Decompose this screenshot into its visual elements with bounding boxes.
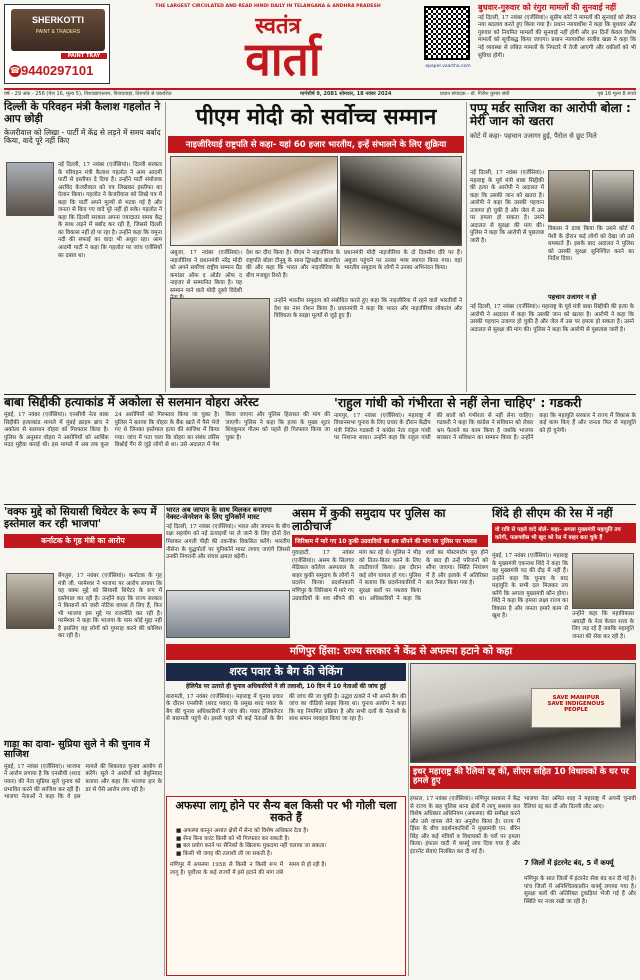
shinde-side-text: उन्होंने कहा कि महाविकास अघाड़ी के नेता केवल सत्ता के लिए लड़ रहे हैं जबकि महायुति जनता की सेवा कर रही है।	[572, 611, 634, 640]
body-text: मणिपुर में अफस्पा 1958 से किसी न किसी रूप में लागू है। पूर्वोत्तर के कई राज्यों में इसे हटाने की मांग लंबे समय से हो रही है।	[170, 862, 327, 876]
page-count: पृष्ठ 16 मूल्य 8 रुपये	[597, 91, 636, 97]
bullet-text: बल प्रयोग करने पर सैनिकों के खिलाफ मुकदमा नहीं चलाया जा सकता।	[183, 843, 327, 850]
ad-phone: 9440297101	[21, 63, 94, 78]
subhead: केजरीवाल को लिखा - पार्टी में केंद्र से लड़ने में समय बर्बाद किया, वादे पूरे नहीं किए	[4, 128, 161, 146]
body-text: मुंबई, 17 नवंबर (एजेंसियां)। एनसीपी नेता बाबा सिद्दीकी हत्याकांड मामले में मुंबई क्राइम ब्रांच ने अकोला से सलमान वोहरा को गिरफ्तार किया है। पुलिस के अनुसार वोहरा ने आरोपियों को आर्थिक मदद मुहैया कराई थी। इस मामले में अब तक कुल 24 आरोपियों को गिरफ्तार किया जा चुका है। पुलिस ने बताया कि वोहरा के बैंक खाते में पैसे भेजे गए थे जिनका इस्तेमाल हत्या की साजिश में किया गया। जांच में पता चला कि वोहरा का संबंध लॉरेंस बिश्नोई गैंग से जुड़े लोगों से था। उसे अदालत में पेश किया जाएगा और पुलिस हिरासत की मांग की जाएगी। पुलिस ने कहा कि हत्या के मुख्य शूटर शिवकुमार गौतम को पहले ही गिरफ्तार किया जा चुका है।	[4, 412, 330, 449]
phone-icon: ☎	[10, 66, 20, 75]
subhead: जिरिबाम में मारे गए 10 कुकी उग्रवादियों का शव सौंपने की मांग पर पुलिस पर पथराव	[292, 535, 488, 547]
waqf-band: कर्नाटक के गृह मंत्री का आरोप	[4, 534, 162, 548]
assam-story	[292, 507, 488, 641]
caption: पहचान उजागर न हो	[548, 293, 597, 301]
lead-body-4: उन्होंने भारतीय समुदाय को संबोधित करते हुए कहा कि नाइजीरिया में रहने वाले भारतीयों ने देश का नाम रोशन किया है। प्रधानमंत्री ने कहा कि भारत और नाइजीरिया लोकतंत्र और विविधता के साझा मूल्यों से जुड़े हुए हैं।	[274, 298, 462, 320]
column-rule	[408, 663, 409, 976]
headline: भारत अब जापान के साथ मिलकर बनाएगा नेक्स्ट-जेनरेशन के लिए युनिकॉर्न मास्ट	[166, 506, 272, 522]
headline: बुधवार-गुरुवार को रंगुरा मामलों की सुनवाई नहीं	[478, 3, 617, 12]
body-text: मुंबई, 17 नवंबर (एजेंसियां)। महाराष्ट्र के मुख्यमंत्री एकनाथ शिंदे ने कहा कि वह मुख्यमंत्री पद की दौड़ में नहीं हैं। उन्होंने कहा कि चुनाव के बाद महायुति के सभी दल मिलकर तय करेंगे कि अगला मुख्यमंत्री कौन होगा। शिंदे ने कहा कि हमारा लक्ष्य राज्य का विकास है और जनता हमारे काम से खुश है।	[492, 553, 568, 620]
body-text-2: नई दिल्ली, 17 नवंबर (एजेंसियां)। महाराष्ट्र के पूर्व मंत्री बाबा सिद्दीकी की हत्या के आरोपी ने अदालत में कहा कि उसकी जान को खतरा है। आरोपी ने कहा कि उसकी पहचान उजागर हो चुकी है और जेल में उस पर हमला हो सकता है। उसने अदालत से सुरक्षा की मांग की। पुलिस ने कहा कि आरोपी से पूछताछ जारी है।	[470, 304, 634, 333]
sub-text: भाजपा नेता अमित शाह ने महाराष्ट्र में अपनी चुनावी रैलियां रद्द कर दीं और दिल्ली लौट आए।	[524, 796, 636, 810]
headline: इधर महाराष्ट्र की रैलियां रद्द कीं, सीएम सहित 10 विधायकों के घर पर हमले हुए	[410, 766, 636, 789]
pappu-photo-2	[592, 170, 634, 222]
masthead-rule	[4, 88, 636, 90]
column-rule	[165, 102, 166, 392]
ad-brand: SHERKOTTI	[31, 15, 84, 25]
ad-sub: PAINT & TRADERS	[35, 29, 81, 35]
headline: पप्पू मर्डर साजिश का आरोपी बोला : मेरी जान को खतरा	[470, 101, 631, 129]
body-text: नई दिल्ली, 17 नवंबर (एजेंसियां)। सुप्रीम कोर्ट ने मामलों की सुनवाई को लेकर नया बदलाव करते हुए किया गया है। प्रधान न्यायाधीश ने कहा कि बुधवार और गुरुवार को नियमित मामलों की सुनवाई नहीं होगी और इन दिनों केवल विशेष मामलों को सूचीबद्ध किया जाएगा। प्रधान न्यायाधीश संजीव खन्ना ने कहा कि नई व्यवस्था से लंबित मामलों के निपटारे में तेजी आएगी और वकीलों को भी सुविधा होगी।	[478, 14, 636, 59]
right-top-story	[478, 4, 636, 82]
body-text: नई दिल्ली, 17 नवंबर (एजेंसियां)। दिल्ली सरकार के परिवहन मंत्री कैलाश गहलोत ने आम आदमी पार्टी से इस्तीफा दे दिया है। उन्होंने पार्टी संयोजक अरविंद केजरीवाल को पत्र लिखकर इस्तीफा का ऐलान किया। गहलोत ने केजरीवाल को लिखे पत्र में कहा कि पार्टी अपने मूल्यों से भटक गई है और जनता से किए गए वादे पूरे नहीं हो सके। गहलोत ने कहा कि दिल्ली सरकार अपना ज्यादातर समय केंद्र के साथ लड़ने में बर्बाद कर रही है, जिससे दिल्ली का विकास नहीं हो पा रहा है। उन्होंने कहा कि यमुना नदी की सफाई का वादा भी अधूरा रहा। आम आदमी पार्टी ने कहा कि गहलोत पर जांच एजेंसियों का दबाव था।	[58, 162, 162, 259]
masthead-rule-2	[4, 99, 636, 100]
body-text: इंफाल, 17 नवंबर (एजेंसियां)। मणिपुर सरकार ने केंद्र से राज्य के छह पुलिस थाना क्षेत्रों में लागू सशस्त्र बल विशेष अधिकार अधिनियम (अफस्पा) की समीक्षा करने और उसे वापस लेने का अनुरोध किया है। राज्य में हिंसा के बीच प्रदर्शनकारियों ने मुख्यमंत्री एन. बीरेन सिंह और कई मंत्रियों व विधायकों के घरों पर हमला किया। इंफाल घाटी में कर्फ्यू लगा दिया गया है और इंटरनेट सेवाएं निलंबित कर दी गई हैं।	[410, 796, 520, 855]
bharat-photo	[166, 590, 290, 638]
advertisement	[4, 4, 110, 84]
website[interactable]: epaper.vaartha.com	[425, 64, 471, 69]
masthead-title-top: स्वतंत्र	[255, 14, 301, 39]
body-text: नई दिल्ली, 17 नवंबर (एजेंसियां)। भारत और जापान के बीच रक्षा सहयोग को नई ऊंचाइयों पर ले जाने के लिए दोनों देश मिलकर अगली पीढ़ी की तकनीक विकसित करेंगे। भारतीय नौसेना के युद्धपोतों पर यूनिकॉर्न मास्ट लगाए जाएंगे जिससे उनकी निगरानी और संचार क्षमता बढ़ेगी।	[166, 523, 290, 561]
pappu-side-text: विकास ने दावा किया कि उसने कोर्ट में पेशी के दौरान कई लोगों को देखा जो उसे धमकाते हैं। इसके बाद अदालत ने पुलिस को उसकी सुरक्षा सुनिश्चित करने का निर्देश दिया।	[548, 226, 634, 263]
afspa-bullets	[170, 828, 402, 858]
column-rule	[466, 102, 467, 392]
bullet-item: ■ बल प्रयोग करने पर सैनिकों के खिलाफ मुकदमा नहीं चलाया जा सकता।	[176, 843, 327, 850]
body-text: नई दिल्ली, 17 नवंबर (एजेंसियां)। महाराष्ट्र के पूर्व मंत्री बाबा सिद्दीकी की हत्या के आरोपी ने अदालत में कहा कि उसकी जान को खतरा है। आरोपी ने कहा कि उसकी पहचान उजागर हो चुकी है और जेल में उस पर हमला हो सकता है। उसने अदालत से सुरक्षा की मांग की। पुलिस ने कहा कि आरोपी से पूछताछ जारी है।	[470, 170, 544, 244]
tagline: THE LARGEST CIRCULATED AND READ HINDI DAILY IN TELANGANA & ANDHRA PRADESH	[155, 4, 381, 9]
body-text: नागपुर, 17 नवंबर (एजेंसियां)। महाराष्ट्र में विधानसभा चुनाव के लिए प्रचार के दौरान केंद्रीय मंत्री नितिन गडकरी ने कांग्रेस नेता राहुल गांधी पर निशाना साधा। उन्होंने कहा कि राहुल गांधी की बातों को गंभीरता से नहीं लेना चाहिए। गडकरी ने कहा कि कांग्रेस ने संविधान को लेकर भ्रम फैलाने का काम किया है जबकि भाजपा सरकार ने संविधान का सम्मान किया है। उन्होंने कहा कि महायुति सरकार ने राज्य में विकास के कई काम किए हैं और जनता फिर से महायुति को ही चुनेगी।	[334, 412, 636, 442]
editor-line: प्रधान संपादक - डॉ. गिरीश कुमार संघी	[440, 91, 510, 97]
body-text-2: मणिपुर के सात जिलों में इंटरनेट सेवा बंद कर दी गई है। पांच जिलों में अनिश्चितकालीन कर्फ्यू लगाया गया है। सुरक्षा बलों की अतिरिक्त टुकड़ियां भेजी गई हैं और स्थिति पर नजर रखी जा रही है।	[524, 876, 636, 905]
body-text: मुंबई, 17 नवंबर (एजेंसियां)। भाजपा ने आरोप लगाया है कि एनसीपी (शरद पवार) की नेता सुप्रिया सुले चुनाव को प्रभावित करने की साजिश कर रही हैं। भाजपा नेताओं ने कहा कि वे इस मामले की शिकायत चुनाव आयोग से करेंगे। सुले ने आरोपों को बेबुनियाद बताया और कहा कि भाजपा हार के डर से ऐसे आरोप लगा रही है।	[4, 763, 162, 801]
bullet-item: ■ किसी भी जगह की तलाशी ली जा सकती है।	[176, 850, 273, 857]
bullet-text: अफस्पा कानून अशांत क्षेत्रों में सेना को विशेष अधिकार देता है।	[183, 828, 309, 835]
body-text: गुवाहाटी, 17 नवंबर (एजेंसियां)। असम के सिलचर मेडिकल कॉलेज अस्पताल के बाहर कुकी समुदाय के लोगों ने प्रदर्शन किया। प्रदर्शनकारी मणिपुर के जिरिबाम में मारे गए उग्रवादियों के शव सौंपने की मांग कर रहे थे। पुलिस ने भीड़ को तितर-बितर करने के लिए लाठीचार्ज किया। इस दौरान कई लोग घायल हो गए। पुलिस ने बताया कि प्रदर्शनकारियों ने सुरक्षा बलों पर पथराव किया था। अधिकारियों ने कहा कि शवों का पोस्टमार्टम पूरा होने के बाद ही उन्हें परिजनों को सौंपा जाएगा। स्थिति नियंत्रण में है और इलाके में अतिरिक्त बल तैनात किया गया है।	[292, 550, 488, 602]
lead-photo-main	[170, 156, 338, 246]
bullet-item: ■ सेना बिना वारंट किसी को भी गिरफ्तार कर सकती है।	[176, 835, 290, 842]
headline: बाबा सिद्दीकी हत्याकांड में अकोला से सलमान वोहरा अरेस्ट	[4, 395, 259, 409]
section-rule	[4, 504, 636, 505]
headline: दिल्ली के परिवहन मंत्री कैलाश गहलोत ने आप छोड़ी	[4, 101, 161, 125]
headline: गाड़ा का दावा- सुप्रिया सुले ने की चुनाव में साजिश	[4, 739, 150, 761]
shinde-story	[492, 507, 636, 641]
lead-body-2: देश का दौरा किया है। पीएम ने नाइजीरिया के राष्ट्रपति बोला टीनूबू के साथ द्विपक्षीय बातचीत की और कहा कि भारत और नाइजीरिया के बीच मजबूत रिश्ते हैं।	[246, 250, 340, 279]
baba-story	[4, 396, 330, 502]
lead-story	[168, 102, 464, 392]
afspa-box	[166, 796, 406, 976]
subhead: वो रात्रि से पहले वादे बोले- कहा- अगला मुख्यमंत्री महायुति तय करेगी, फडणवीस भी खुद को रेस में बाहर बता चुके हैं	[492, 523, 636, 543]
headline: अफस्पा लागू होने पर सैन्य बल किसी पर भी गोली चला सकते हैं	[175, 799, 397, 825]
lead-body-1: अबुजा, 17 नवंबर (एजेंसियां)। नाइजीरिया ने प्रधानमंत्री नरेंद्र मोदी को अपने सर्वोच्च राष्ट्रीय सम्मान ग्रैंड कमांडर ऑफ द ऑर्डर ऑफ द नाइजर से सम्मानित किया है। यह सम्मान पाने वाले मोदी दूसरे विदेशी	[170, 250, 242, 294]
lead-photo-small	[170, 298, 270, 388]
column-rule	[164, 506, 165, 976]
headline: 'वक्फ मुद्दे को सियासी थियेटर के रूप में इस्तेमाल कर रही भाजपा'	[4, 506, 157, 530]
qr-code	[424, 6, 470, 60]
headline: असम में कुकी समुदाय पर पुलिस का लाठीचार्ज	[292, 506, 446, 533]
subhead: 7 जिलों में इंटरनेट बंद, 5 में कर्फ्यू	[524, 859, 614, 867]
headline: पीएम मोदी को सर्वोच्च सम्मान	[195, 105, 437, 130]
issue-line: वर्ष - 29 अंक - 256 (पेज 16, मूल्य 5), विशाखापत्तनम, विजयवाड़ा, तिरुपति से प्रकाशित	[4, 91, 172, 97]
pappu-story	[470, 102, 636, 392]
parameshwar-photo	[6, 573, 54, 629]
bullet-text: किसी भी जगह की तलाशी ली जा सकती है।	[183, 850, 273, 857]
date-line: मार्गशीर्ष 9, 2081 सोमवार, 18 नवंबर 2024	[300, 91, 392, 97]
subhead: कोर्ट में कहा- पहचान उजागर हुई, पैरोल से छूट मिले	[470, 132, 597, 141]
body-text: बेंगलुरु, 17 नवंबर (एजेंसियां)। कर्नाटक के गृह मंत्री जी. परमेश्वर ने भाजपा पर आरोप लगाया कि वह वक्फ मुद्दे को सियासी थियेटर के रूप में इस्तेमाल कर रही है। उन्होंने कहा कि राज्य सरकार ने किसानों को जारी नोटिस वापस ले लिए हैं, फिर भी भाजपा इस मुद्दे पर राजनीति कर रही है। परमेश्वर ने कहा कि भाजपा के पास कोई मुद्दा नहीं है इसलिए वह लोगों को गुमराह करने की कोशिश कर रही है।	[58, 573, 162, 640]
manipur-story	[410, 766, 636, 976]
sharad-story	[166, 663, 406, 793]
gahlot-story	[4, 102, 162, 392]
subhead: हेलिपैड पर उतरते ही चुनाव अधिकारियों ने ली तलाशी, 10 दिन में 10 नेताओं की जांच हुई	[186, 683, 386, 691]
supriya-story	[4, 740, 162, 976]
headline: शरद पवार के बैग की चेकिंग	[166, 663, 406, 681]
masthead-title: वार्ता	[245, 32, 321, 86]
headline: शिंदे ही सीएम की रेस में नहीं	[492, 506, 613, 520]
headline: 'राहुल गांधी को गंभीरता से नहीं लेना चाहिए' : गडकरी	[334, 395, 582, 410]
protest-banner: SAVE MANIPUR SAVE INDIGENOUS PEOPLE	[531, 688, 621, 728]
ad-tag: PAINT TRAY	[61, 53, 107, 59]
gadkari-story	[334, 396, 636, 502]
manipur-band: मणिपुर हिंसा: राज्य सरकार ने केंद्र से अफस्पा हटाने को कहा	[166, 644, 636, 660]
bullet-item: ■ अफस्पा कानून अशांत क्षेत्रों में सेना को विशेष अधिकार देता है।	[176, 828, 309, 835]
shinde-photo	[572, 553, 634, 609]
body-text: बारामती, 17 नवंबर (एजेंसियां)। महाराष्ट्र में चुनाव प्रचार के दौरान एनसीपी (शरद पवार) के प्रमुख शरद पवार के बैग की चुनाव अधिकारियों ने जांच की। पवार हेलिकॉप्टर से बारामती पहुंचे थे। इससे पहले भी कई नेताओं के बैग की जांच की जा चुकी है। उद्धव ठाकरे ने भी अपने बैग की जांच का वीडियो साझा किया था। चुनाव आयोग ने कहा कि यह नियमित प्रक्रिया है और सभी दलों के नेताओं के साथ समान व्यवहार किया जा रहा है।	[166, 693, 406, 723]
bullet-text: सेना बिना वारंट किसी को भी गिरफ्तार कर सकती है।	[183, 835, 290, 842]
subhead: नाइजीरियाई राष्ट्रपति से कहा- यहां 60 हजार भारतीय, इन्हें संभालने के लिए शुक्रिया	[168, 136, 464, 153]
waqf-story	[4, 507, 162, 737]
manipur-photo	[410, 663, 636, 763]
bharat-story	[166, 507, 290, 587]
lead-photo-secondary	[340, 156, 462, 246]
gahlot-photo	[6, 162, 54, 216]
pappu-photo-1	[548, 170, 590, 222]
lead-body-3: प्रधानमंत्री मोदी नाइजीरिया के दो दिवसीय दौरे पर हैं। अबुजा पहुंचने पर उनका भव्य स्वागत किया गया। वहां भारतीय समुदाय के लोगों ने उनका अभिनंदन किया।	[344, 250, 462, 272]
